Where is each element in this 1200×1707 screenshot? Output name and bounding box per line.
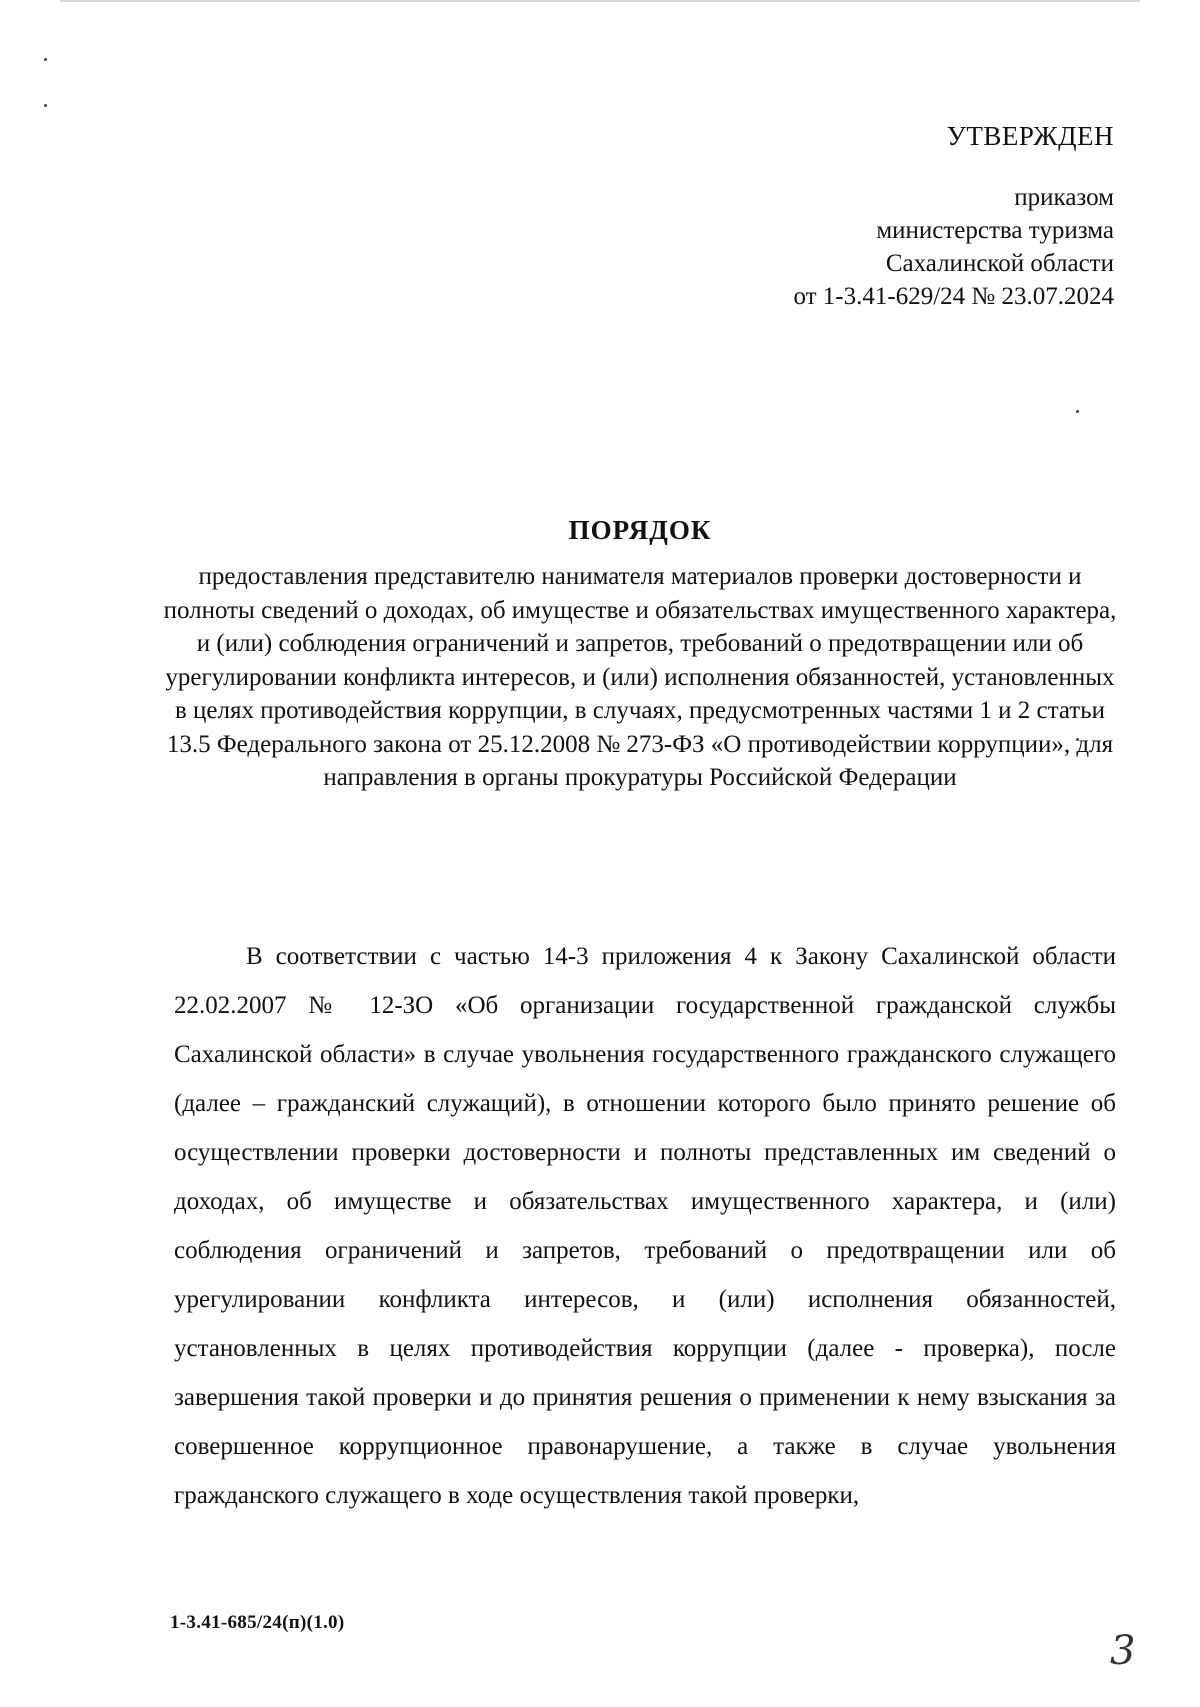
approval-line: Сахалинской области [885, 250, 1114, 277]
document-code: 1-3.41-685/24(п)(1.0) [170, 1612, 345, 1633]
scan-speck [44, 58, 47, 61]
title-block [160, 512, 1120, 795]
document-subtitle: предоставления представителю нанимателя материалов проверки достоверности и полноты сведений о доходах, об имуществе и обязательствах имущественного характера, и (или) соблюдения ограничений и запретов, требований о предотвращении или об урегулировании конфликта интересов, и (или) исполнения обязанностей, установленных в целях противодействия коррупции, в случаях, предусмотренных частями 1 и 2 статьи 13.5 Федерального закона от 25.12.2008 № 273-ФЗ «О противодействии коррупции», для направления в органы прокуратуры Российской Федерации [163, 563, 1117, 791]
body-paragraph: В соответствии с частью 14-3 приложения 4 к Закону Сахалинской области 22.02.2007 № 12-ЗО «Об организации государственной гражданской службы Сахалинской области» в случае увольнения государственного гражданского служащего (далее – гражданский служащий), в отношении которого было принято решение об осуществлении проверки достоверности и полноты представленных им сведений о доходах, об имуществе и обязательствах имущественного характера, и (или) соблюдения ограничений и запретов, требований о предотвращении или об урегулировании конфликта интересов, и (или) исполнения обязанностей, установленных в целях противодействия коррупции (далее - проверка), после завершения такой проверки и до принятия решения о применении к нему взыскания за совершенное коррупционное правонарушение, а также в случае увольнения гражданского служащего в ходе осуществления такой проверки, [174, 943, 1116, 1509]
approval-block [793, 120, 1114, 313]
approval-line: от 1-3.41-629/24 № 23.07.2024 [793, 283, 1114, 310]
approval-line: министерства туризма [876, 217, 1114, 244]
approval-line: приказом [1014, 184, 1114, 211]
scan-speck [44, 104, 47, 107]
scan-edge-line [60, 0, 1140, 2]
document-title: ПОРЯДОК [568, 515, 712, 545]
approval-title: УТВЕРЖДЕН [946, 121, 1114, 151]
handwritten-page-number: 3 [1110, 1628, 1136, 1674]
scan-speck [1076, 410, 1079, 413]
